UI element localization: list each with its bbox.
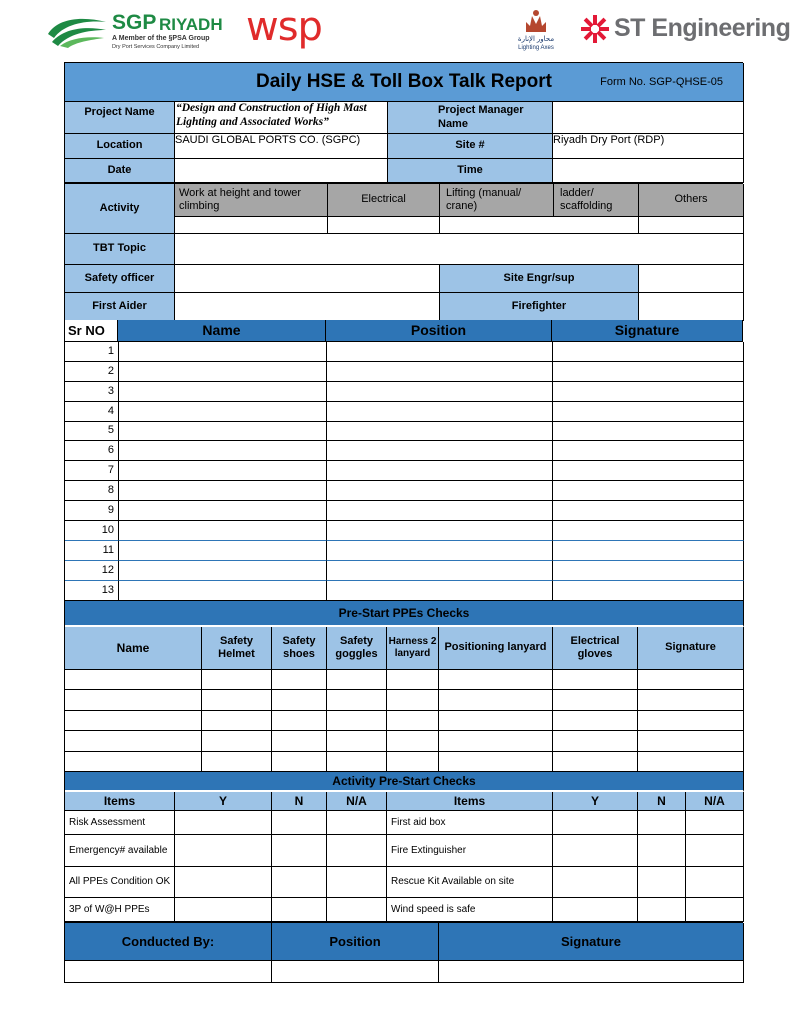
check-n-cell[interactable]	[272, 835, 327, 867]
wsp-logo-text: wsp	[246, 4, 322, 50]
check-y-cell[interactable]	[553, 867, 638, 898]
site-value[interactable]: Riyadh Dry Port (RDP)	[553, 134, 744, 159]
firefighter-label: Firefighter	[440, 293, 639, 321]
check-n-cell[interactable]	[638, 898, 686, 922]
name-header: Name	[118, 320, 326, 342]
sr-no-cell: 1	[65, 342, 119, 362]
check-item-3p-wah-ppes: 3P of W@H PPEs	[65, 898, 175, 922]
ppe-harness-cell[interactable]	[387, 731, 439, 751]
attendee-name-cell[interactable]	[119, 521, 327, 541]
ppe-name-cell[interactable]	[65, 711, 202, 731]
ppe-harness-cell[interactable]	[387, 711, 439, 731]
activity-check-electrical[interactable]	[328, 217, 440, 234]
sr-no-cell: 13	[65, 581, 119, 601]
attendee-signature-cell[interactable]	[553, 362, 744, 382]
check-na-cell[interactable]	[686, 835, 744, 867]
attendee-name-cell[interactable]	[119, 441, 327, 461]
y-header-left: Y	[175, 792, 272, 811]
lighting-logo-english: Lighting Axes	[518, 45, 554, 51]
attendee-name-cell[interactable]	[119, 402, 327, 422]
report-title: Daily HSE & Toll Box Talk Report	[256, 70, 552, 92]
ppe-positioning-cell[interactable]	[439, 690, 553, 710]
ppe-helmet-header: Safety Helmet	[202, 627, 272, 670]
ppe-harness-header: Harness 2 lanyard	[387, 627, 439, 670]
conducted-by-header: Conducted By:	[65, 923, 272, 961]
ppe-name-cell[interactable]	[65, 752, 202, 772]
activity-label: Activity	[65, 184, 175, 234]
ppe-section	[64, 601, 743, 772]
check-na-cell[interactable]	[686, 811, 744, 835]
attendee-position-cell[interactable]	[327, 382, 553, 402]
attendance-table	[64, 342, 743, 601]
items-header-left: Items	[65, 792, 175, 811]
ppe-positioning-cell[interactable]	[439, 670, 553, 690]
location-value[interactable]: SAUDI GLOBAL PORTS CO. (SGPC)	[175, 134, 388, 159]
ppe-gloves-cell[interactable]	[553, 690, 638, 710]
title-cell	[65, 63, 744, 102]
form-number: Form No. SGP-QHSE-05	[600, 76, 723, 88]
sr-no-cell: 9	[65, 501, 119, 521]
ppe-helmet-cell[interactable]	[202, 711, 272, 731]
check-na-cell[interactable]	[686, 867, 744, 898]
ppe-signature-cell[interactable]	[638, 670, 744, 690]
ppe-shoes-cell[interactable]	[272, 711, 327, 731]
activity-option-ladder[interactable]: ladder/ scaffolding	[554, 184, 639, 217]
check-item-ppe-condition: All PPEs Condition OK	[65, 867, 175, 898]
attendee-name-cell[interactable]	[119, 581, 327, 601]
ppe-helmet-cell[interactable]	[202, 752, 272, 772]
activity-check-others[interactable]	[639, 217, 744, 234]
tbt-topic-label: TBT Topic	[65, 234, 175, 265]
attendee-signature-cell[interactable]	[553, 342, 744, 362]
activity-option-electrical[interactable]: Electrical	[328, 184, 440, 217]
ppe-goggles-cell[interactable]	[327, 670, 387, 690]
ppe-goggles-cell[interactable]	[327, 731, 387, 751]
y-header-right: Y	[553, 792, 638, 811]
attendee-name-cell[interactable]	[119, 541, 327, 561]
sgp-logo-city: RIYADH	[159, 15, 223, 34]
location-label: Location	[65, 134, 175, 159]
first-aider-label: First Aider	[65, 293, 175, 321]
sr-no-cell: 8	[65, 481, 119, 501]
sgp-logo-tagline: A Member of the §PSA Group	[112, 35, 210, 42]
check-n-cell[interactable]	[272, 811, 327, 835]
check-item-risk-assessment: Risk Assessment	[65, 811, 175, 835]
attendee-name-cell[interactable]	[119, 382, 327, 402]
attendee-signature-cell[interactable]	[553, 561, 744, 581]
check-y-cell[interactable]	[175, 835, 272, 867]
check-na-cell[interactable]	[327, 811, 387, 835]
ppe-helmet-cell[interactable]	[202, 731, 272, 751]
ppe-shoes-cell[interactable]	[272, 690, 327, 710]
ppe-goggles-cell[interactable]	[327, 711, 387, 731]
firefighter-value[interactable]	[639, 293, 744, 321]
ppe-helmet-cell[interactable]	[202, 690, 272, 710]
ppe-goggles-header: Safety goggles	[327, 627, 387, 670]
attendee-signature-cell[interactable]	[553, 382, 744, 402]
sgp-logo-name: SGP	[112, 11, 157, 34]
check-y-cell[interactable]	[175, 867, 272, 898]
check-n-cell[interactable]	[638, 811, 686, 835]
activity-check-lifting[interactable]	[440, 217, 639, 234]
attendee-position-cell[interactable]	[327, 422, 553, 442]
sr-no-cell: 10	[65, 521, 119, 541]
activity-checks-section	[64, 772, 743, 922]
check-y-cell[interactable]	[553, 835, 638, 867]
footer-position-header: Position	[272, 923, 439, 961]
lighting-crown-icon	[512, 8, 560, 36]
check-item-fire-extinguisher: Fire Extinguisher	[387, 835, 553, 867]
sr-no-cell: 3	[65, 382, 119, 402]
site-label: Site #	[388, 134, 553, 159]
attendee-signature-cell[interactable]	[553, 441, 744, 461]
attendee-signature-cell[interactable]	[553, 501, 744, 521]
ppe-name-cell[interactable]	[65, 670, 202, 690]
attendee-position-cell[interactable]	[327, 441, 553, 461]
ppe-gloves-header: Electrical gloves	[553, 627, 638, 670]
project-name-label: Project Name	[65, 102, 175, 134]
attendee-name-cell[interactable]	[119, 561, 327, 581]
date-label: Date	[65, 159, 175, 183]
attendee-position-cell[interactable]	[327, 541, 553, 561]
ppe-harness-cell[interactable]	[387, 670, 439, 690]
check-item-first-aid-box: First aid box	[387, 811, 553, 835]
safety-officer-label: Safety officer	[65, 265, 175, 293]
sr-no-cell: 2	[65, 362, 119, 382]
check-y-cell[interactable]	[553, 811, 638, 835]
sgp-logo	[46, 10, 226, 52]
ppe-signature-cell[interactable]	[638, 731, 744, 751]
attendee-name-cell[interactable]	[119, 501, 327, 521]
ppe-positioning-cell[interactable]	[439, 711, 553, 731]
activity-table	[64, 183, 743, 321]
ppe-gloves-cell[interactable]	[553, 711, 638, 731]
items-header-right: Items	[387, 792, 553, 811]
lighting-logo-arabic: محاور الإنارة	[517, 36, 555, 43]
check-n-cell[interactable]	[272, 867, 327, 898]
position-header: Position	[326, 320, 552, 342]
check-y-cell[interactable]	[175, 898, 272, 922]
activity-option-others[interactable]: Others	[639, 184, 744, 217]
sr-no-cell: 11	[65, 541, 119, 561]
attendee-position-cell[interactable]	[327, 521, 553, 541]
n-header-left: N	[272, 792, 327, 811]
check-item-wind-speed: Wind speed is safe	[387, 898, 553, 922]
check-n-cell[interactable]	[638, 835, 686, 867]
ppe-gloves-cell[interactable]	[553, 670, 638, 690]
title-bar	[64, 62, 743, 102]
time-value[interactable]	[553, 159, 744, 183]
project-manager-label: Project Manager Name	[388, 102, 553, 134]
check-na-cell[interactable]	[686, 898, 744, 922]
ppe-shoes-cell[interactable]	[272, 670, 327, 690]
ppe-signature-cell[interactable]	[638, 690, 744, 710]
attendee-position-cell[interactable]	[327, 342, 553, 362]
date-value[interactable]	[175, 159, 388, 183]
project-info-table	[64, 102, 743, 183]
ppe-shoes-cell[interactable]	[272, 752, 327, 772]
lighting-axes-logo	[512, 8, 560, 54]
ppe-shoes-cell[interactable]	[272, 731, 327, 751]
ppe-shoes-header: Safety shoes	[272, 627, 327, 670]
check-item-rescue-kit: Rescue Kit Available on site	[387, 867, 553, 898]
attendee-name-cell[interactable]	[119, 461, 327, 481]
sr-no-header: Sr NO	[64, 320, 118, 342]
ppe-signature-cell[interactable]	[638, 711, 744, 731]
check-item-emergency: Emergency# available	[65, 835, 175, 867]
ppe-gloves-cell[interactable]	[553, 731, 638, 751]
activity-check-work-at-height[interactable]	[175, 217, 328, 234]
site-engr-value[interactable]	[639, 265, 744, 293]
ppe-harness-cell[interactable]	[387, 690, 439, 710]
ppe-harness-cell[interactable]	[387, 752, 439, 772]
na-header-left: N/A	[327, 792, 387, 811]
ppe-checks-title: Pre-Start PPEs Checks	[65, 601, 744, 627]
signature-header: Signature	[552, 320, 743, 342]
st-engineering-logo	[580, 12, 790, 48]
ppe-gloves-cell[interactable]	[553, 752, 638, 772]
activity-checks-title: Activity Pre-Start Checks	[65, 772, 744, 792]
footer-signature-header: Signature	[439, 923, 744, 961]
attendee-name-cell[interactable]	[119, 362, 327, 382]
safety-officer-value[interactable]	[175, 265, 440, 293]
ppe-positioning-cell[interactable]	[439, 752, 553, 772]
footer-position-value[interactable]	[272, 961, 439, 983]
check-na-cell[interactable]	[327, 867, 387, 898]
check-na-cell[interactable]	[327, 835, 387, 867]
attendee-name-cell[interactable]	[119, 342, 327, 362]
attendee-position-cell[interactable]	[327, 501, 553, 521]
st-starburst-icon	[580, 14, 610, 44]
attendee-position-cell[interactable]	[327, 581, 553, 601]
sr-no-cell: 7	[65, 461, 119, 481]
conducted-by-section	[64, 922, 743, 983]
sr-no-cell: 6	[65, 441, 119, 461]
ppe-name-cell[interactable]	[65, 690, 202, 710]
n-header-right: N	[638, 792, 686, 811]
first-aider-value[interactable]	[175, 293, 440, 321]
ppe-signature-header: Signature	[638, 627, 744, 670]
na-header-right: N/A	[686, 792, 744, 811]
tbt-topic-value[interactable]	[175, 234, 744, 265]
sgp-logo-subtagline: Dry Port Services Company Limited	[112, 44, 200, 50]
attendee-position-cell[interactable]	[327, 561, 553, 581]
attendee-position-cell[interactable]	[327, 481, 553, 501]
sr-no-cell: 12	[65, 561, 119, 581]
activity-option-work-at-height[interactable]: Work at height and tower climbing	[175, 184, 328, 217]
attendee-name-cell[interactable]	[119, 422, 327, 442]
ppe-signature-cell[interactable]	[638, 752, 744, 772]
attendee-signature-cell[interactable]	[553, 402, 744, 422]
wsp-logo	[246, 4, 326, 50]
ppe-name-cell[interactable]	[65, 731, 202, 751]
sr-no-cell: 4	[65, 402, 119, 422]
conducted-by-value[interactable]	[65, 961, 272, 983]
check-n-cell[interactable]	[272, 898, 327, 922]
attendee-signature-cell[interactable]	[553, 581, 744, 601]
check-y-cell[interactable]	[175, 811, 272, 835]
attendee-name-cell[interactable]	[119, 481, 327, 501]
project-name-value[interactable]: “Design and Construction of High Mast Lighting and Associated Works”	[175, 102, 388, 134]
attendee-signature-cell[interactable]	[553, 481, 744, 501]
ppe-goggles-cell[interactable]	[327, 690, 387, 710]
check-n-cell[interactable]	[638, 867, 686, 898]
sr-no-cell: 5	[65, 422, 119, 442]
attendee-position-cell[interactable]	[327, 402, 553, 422]
attendee-signature-cell[interactable]	[553, 521, 744, 541]
ppe-name-header: Name	[65, 627, 202, 670]
attendee-position-cell[interactable]	[327, 362, 553, 382]
sgp-wave-icon	[46, 12, 108, 48]
attendee-position-cell[interactable]	[327, 461, 553, 481]
footer-signature-value[interactable]	[439, 961, 744, 983]
check-na-cell[interactable]	[327, 898, 387, 922]
ppe-helmet-cell[interactable]	[202, 670, 272, 690]
project-manager-value[interactable]	[553, 102, 744, 134]
ppe-positioning-header: Positioning lanyard	[439, 627, 553, 670]
attendance-header	[64, 320, 743, 342]
st-logo-text: ST Engineering	[614, 14, 790, 42]
activity-option-lifting[interactable]: Lifting (manual/ crane)	[440, 184, 554, 217]
attendee-signature-cell[interactable]	[553, 461, 744, 481]
site-engr-label: Site Engr/sup	[440, 265, 639, 293]
ppe-goggles-cell[interactable]	[327, 752, 387, 772]
attendee-signature-cell[interactable]	[553, 422, 744, 442]
check-y-cell[interactable]	[553, 898, 638, 922]
attendee-signature-cell[interactable]	[553, 541, 744, 561]
time-label: Time	[388, 159, 553, 183]
ppe-positioning-cell[interactable]	[439, 731, 553, 751]
